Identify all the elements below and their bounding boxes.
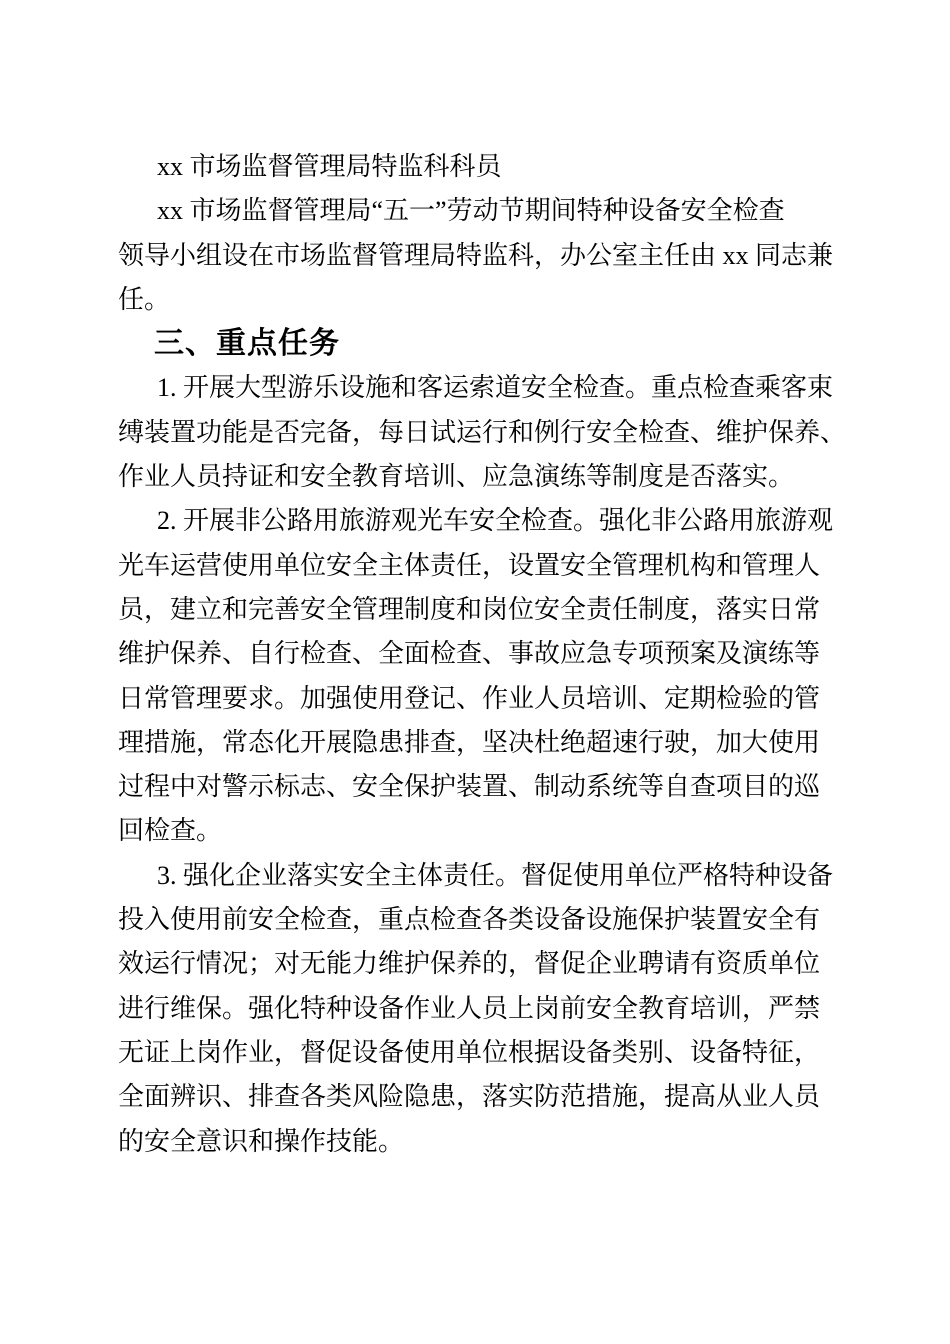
text-line: 作业人员持证和安全教育培训、应急演练等制度是否落实。 bbox=[118, 462, 795, 492]
section-heading: 三、重点任务 bbox=[154, 327, 340, 361]
paragraph bbox=[118, 189, 853, 322]
text-line: 任。 bbox=[118, 284, 171, 314]
text-line: 日常管理要求。加强使用登记、作业人员培训、定期检验的管 bbox=[118, 683, 821, 713]
text-line: 全面辨识、排查各类风险隐患，落实防范措施，提高从业人员 bbox=[118, 1082, 821, 1112]
text-line: 维护保养、自行检查、全面检查、事故应急专项预案及演练等 bbox=[118, 639, 821, 669]
paragraph bbox=[118, 366, 853, 499]
text-line: 缚装置功能是否完备，每日试运行和例行安全检查、维护保养、 bbox=[118, 417, 847, 447]
text-line: 领导小组设在市场监督管理局特监科，办公室主任由 xx 同志兼 bbox=[118, 240, 834, 270]
text-line: xx 市场监督管理局“五一”劳动节期间特种设备安全检查 bbox=[157, 196, 785, 226]
text-line: 1. 开展大型游乐设施和客运索道安全检查。重点检查乘客束 bbox=[157, 373, 834, 403]
text-line: 无证上岗作业，督促设备使用单位根据设备类别、设备特征， bbox=[118, 1037, 821, 1067]
text-line: 回检查。 bbox=[118, 816, 223, 846]
text-line: 光车运营使用单位安全主体责任，设置安全管理机构和管理人 bbox=[118, 550, 821, 580]
paragraph bbox=[118, 145, 853, 189]
text-line: 效运行情况；对无能力维护保养的，督促企业聘请有资质单位 bbox=[118, 949, 821, 979]
text-line: 过程中对警示标志、安全保护装置、制动系统等自查项目的巡 bbox=[118, 772, 821, 802]
text-line: 2. 开展非公路用旅游观光车安全检查。强化非公路用旅游观 bbox=[157, 506, 834, 536]
paragraph bbox=[118, 854, 853, 1164]
text-line: xx 市场监督管理局特监科科员 bbox=[157, 152, 502, 181]
text-line: 的安全意识和操作技能。 bbox=[118, 1126, 405, 1156]
paragraph bbox=[118, 499, 853, 853]
text-line: 3. 强化企业落实安全主体责任。督促使用单位严格特种设备 bbox=[157, 860, 834, 890]
text-line: 投入使用前安全检查，重点检查各类设备设施保护装置安全有 bbox=[118, 905, 821, 935]
text-line: 理措施，常态化开展隐患排查，坚决杜绝超速行驶，加大使用 bbox=[118, 727, 821, 757]
text-line: 员，建立和完善安全管理制度和岗位安全责任制度，落实日常 bbox=[118, 594, 821, 624]
text-line: 进行维保。强化特种设备作业人员上岗前安全教育培训，严禁 bbox=[118, 993, 821, 1023]
